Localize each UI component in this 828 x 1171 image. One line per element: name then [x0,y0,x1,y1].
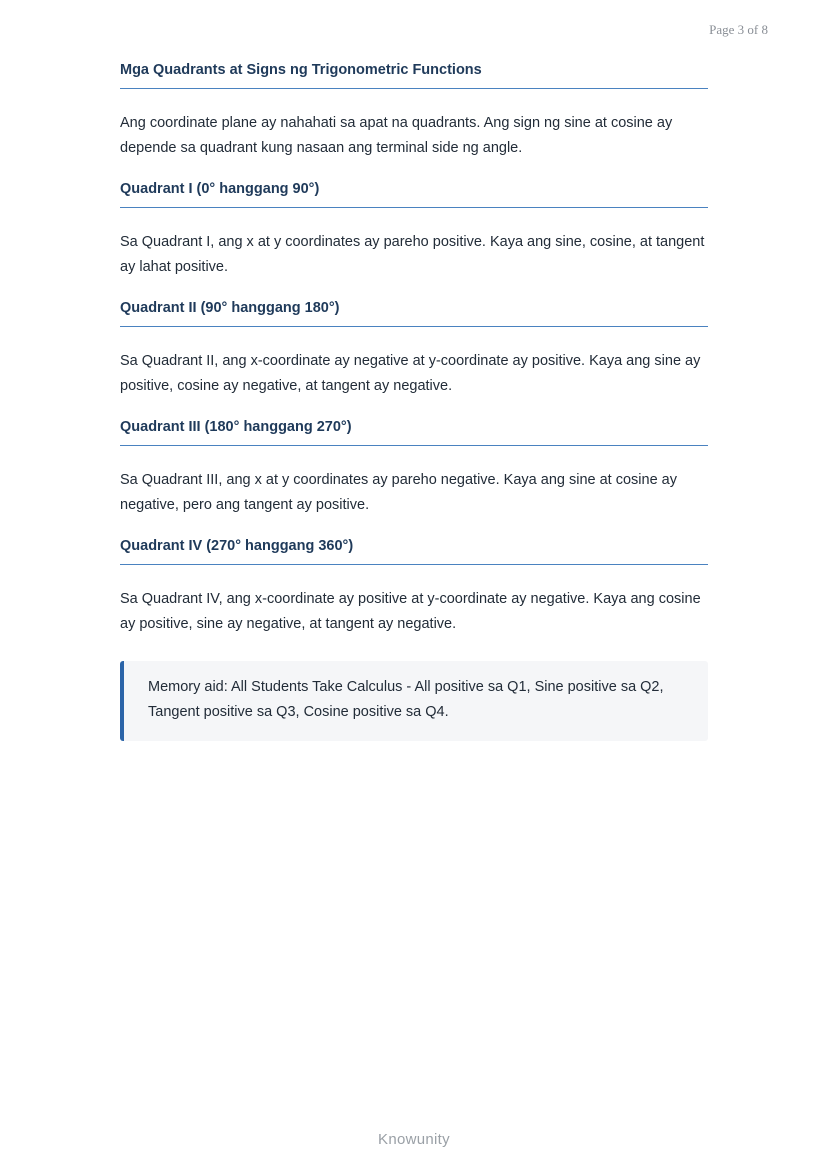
section-paragraph: Sa Quadrant IV, ang x-coordinate ay positive at y-coordinate ay negative. Kaya ang cosine ay positive, sine ay negative, at tangent ay negative. [120,591,701,632]
page-title: Mga Quadrants at Signs ng Trigonometric Functions [120,62,708,89]
page-number: Page 3 of 8 [709,22,768,37]
section-paragraph: Sa Quadrant III, ang x at y coordinates ay pareho negative. Kaya ang sine at cosine ay negative, pero ang tangent ay positive. [120,472,677,513]
section-paragraph: Sa Quadrant I, ang x at y coordinates ay pareho positive. Kaya ang sine, cosine, at tangent ay lahat positive. [120,234,705,275]
section-quadrant-1 [120,181,708,280]
section-heading: Quadrant III (180° hanggang 270°) [120,419,708,446]
section-paragraph: Sa Quadrant II, ang x-coordinate ay negative at y-coordinate ay positive. Kaya ang sine ay positive, cosine ay negative, at tangent ay negative. [120,353,701,394]
footer-brand: Knowunity [378,1131,450,1148]
section-heading: Quadrant I (0° hanggang 90°) [120,181,708,208]
section-quadrant-3 [120,419,708,518]
section-quadrant-4 [120,538,708,637]
memory-aid-callout: Memory aid: All Students Take Calculus - All positive sa Q1, Sine positive sa Q2, Tangent positive sa Q3, Cosine positive sa Q4. [120,661,708,741]
section-heading: Quadrant IV (270° hanggang 360°) [120,538,708,565]
document-content [120,62,708,741]
section-quadrant-2 [120,300,708,399]
intro-paragraph: Ang coordinate plane ay nahahati sa apat na quadrants. Ang sign ng sine at cosine ay depende sa quadrant kung nasaan ang terminal side ng angle. [120,115,673,156]
section-heading: Quadrant II (90° hanggang 180°) [120,300,708,327]
